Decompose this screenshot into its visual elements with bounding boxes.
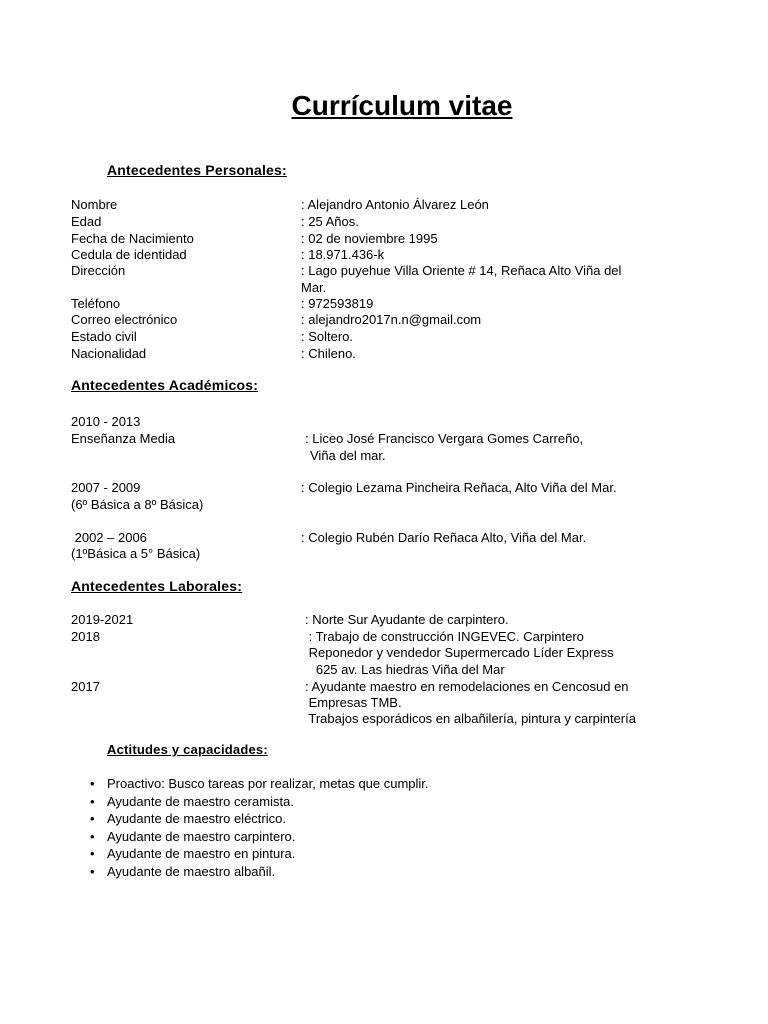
skills-list [90, 775, 429, 880]
skill-text: Ayudante de maestro ceramista. [107, 793, 294, 809]
value-cedula: : 18.971.436-k [301, 247, 385, 262]
list-item [90, 775, 429, 793]
bullet-icon: • [90, 846, 95, 861]
academic-school-cont: Viña del mar. [310, 448, 386, 463]
work-detail: : Ayudante maestro en remodelaciones en Cencosud en [305, 679, 629, 694]
list-item [90, 810, 429, 828]
academic-school: : Colegio Rubén Darío Reñaca Alto, Viña del Mar. [301, 530, 587, 545]
value-fecha: : 02 de noviembre 1995 [301, 231, 438, 246]
work-detail: Reponedor y vendedor Supermercado Líder Express [305, 645, 614, 660]
academic-level: (6º Básica a 8º Básica) [71, 497, 204, 512]
work-detail: : Trabajo de construcción INGEVEC. Carpintero [305, 629, 584, 644]
bullet-icon: • [90, 776, 95, 791]
personal-heading: Antecedentes Personales: [107, 162, 287, 178]
label-edad: Edad [71, 214, 102, 229]
label-nombre: Nombre [71, 197, 118, 212]
value-telefono: : 972593819 [301, 296, 374, 311]
academic-school: : Liceo José Francisco Vergara Gomes Carreño, [305, 431, 584, 446]
work-detail: 625 av. Las hiedras Viña del Mar [305, 662, 505, 677]
value-edad: : 25 Años. [301, 214, 359, 229]
academic-years: 2002 – 2006 [71, 530, 147, 545]
label-cedula: Cedula de identidad [71, 247, 187, 262]
work-detail: Empresas TMB. [305, 695, 402, 710]
work-year: 2019-2021 [71, 612, 134, 627]
skill-text: Ayudante de maestro en pintura. [107, 846, 296, 861]
work-detail: : Norte Sur Ayudante de carpintero. [305, 612, 509, 627]
skill-text: Ayudante de maestro eléctrico. [107, 811, 286, 826]
list-item [90, 845, 429, 863]
work-year: 2018 [71, 629, 100, 644]
value-direccion-cont: Mar. [301, 280, 327, 295]
label-estado-civil: Estado civil [71, 329, 137, 344]
page-title: Currículum vitae [291, 90, 513, 121]
academic-years: 2010 - 2013 [71, 414, 141, 429]
work-year: 2017 [71, 679, 100, 694]
value-correo: : alejandro2017n.n@gmail.com [301, 312, 482, 327]
bullet-icon: • [90, 811, 95, 826]
academic-heading: Antecedentes Académicos: [71, 377, 259, 393]
academic-years: 2007 - 2009 [71, 480, 141, 495]
value-direccion: : Lago puyehue Villa Oriente # 14, Reñaca Alto Viña del [301, 263, 622, 278]
label-correo: Correo electrónico [71, 312, 178, 327]
value-nombre: : Alejandro Antonio Álvarez León [301, 197, 489, 212]
list-item [90, 793, 429, 811]
skills-heading: Actitudes y capacidades: [107, 742, 268, 757]
skill-text: Proactivo: Busco tareas por realizar, metas que cumplir. [107, 776, 429, 791]
bullet-icon: • [90, 863, 95, 879]
label-telefono: Teléfono [71, 296, 121, 311]
skill-text: Ayudante de maestro carpintero. [107, 828, 296, 844]
label-direccion: Dirección [71, 263, 126, 278]
value-estado-civil: : Soltero. [301, 329, 354, 344]
bullet-icon: • [90, 828, 95, 844]
list-item [90, 863, 429, 881]
academic-level: (1ºBásica a 5° Básica) [71, 546, 201, 561]
label-nacionalidad: Nacionalidad [71, 346, 147, 361]
label-fecha: Fecha de Nacimiento [71, 231, 194, 246]
list-item [90, 828, 429, 846]
academic-school: : Colegio Lezama Pincheira Reñaca, Alto Viña del Mar. [301, 480, 617, 495]
skill-text: Ayudante de maestro albañil. [107, 863, 276, 879]
academic-level: Enseñanza Media [71, 431, 176, 446]
work-heading: Antecedentes Laborales: [71, 578, 243, 594]
bullet-icon: • [90, 793, 95, 809]
value-nacionalidad: : Chileno. [301, 346, 356, 361]
work-detail: Trabajos esporádicos en albañilería, pintura y carpintería [305, 711, 636, 726]
